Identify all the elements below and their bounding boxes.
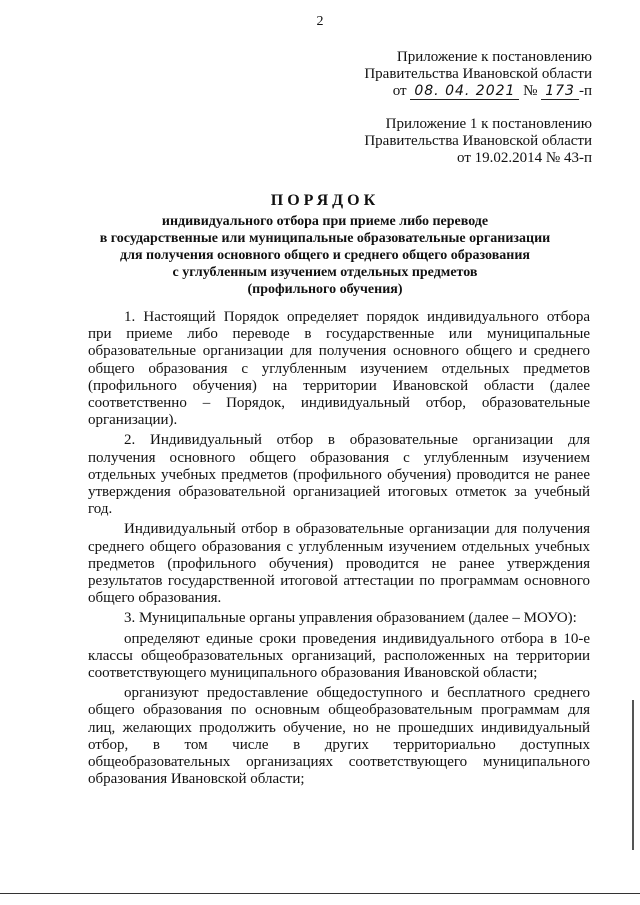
date-prefix: от	[392, 83, 407, 99]
appendix-original-header	[364, 116, 592, 167]
paragraph-1: 1. Настоящий Порядок определяет порядок индивидуального отбора при приеме либо переводе в государственные или муниципальные образовательные организации для получения основного общего и среднего общего образования с углубленным изучением отдельных предметов (профильного обучения) на территории Ивановской области (далее соответственно – Порядок, индивидуальный отбор, образовательные организации).	[88, 309, 590, 429]
number-prefix: №	[523, 83, 538, 99]
paragraph-3-item-1: определяют единые сроки проведения индивидуального отбора в 10-е классы общеобразовательных организаций, расположенных на территории соответствующего муниципального образования Ивановской области;	[88, 630, 590, 682]
paragraph-2: 2. Индивидуальный отбор в образовательные организации для получения основного общего образования с углубленным изучением отдельных учебных предметов (профильного обучения) проводится не ранее утверждения образовательной организацией итоговых отметок за учебный год.	[88, 432, 590, 518]
appendix-original-line2: Правительства Ивановской области	[364, 133, 592, 149]
appendix-current-date-line	[364, 83, 592, 100]
scan-edge-mark	[632, 700, 634, 850]
paragraph-3: 3. Муниципальные органы управления образованием (далее – МОУО):	[124, 610, 577, 627]
title-line: в государственные или муниципальные образовательные организации	[99, 231, 551, 246]
appendix-current-line1: Приложение к постановлению	[396, 49, 592, 65]
page-number: 2	[316, 14, 324, 29]
number-suffix: -п	[578, 83, 592, 99]
appendix-original-line1: Приложение 1 к постановлению	[385, 116, 592, 132]
appendix-current-line2: Правительства Ивановской области	[364, 66, 592, 82]
title-main: ПОРЯДОК	[270, 192, 380, 209]
document-body	[88, 309, 590, 791]
page-bottom-rule	[0, 893, 640, 894]
appendix-current-header	[364, 49, 592, 100]
title-line: с углубленным изучением отдельных предметов	[172, 265, 478, 280]
handwritten-date: 08. 04. 2021	[410, 83, 519, 100]
handwritten-number: 173	[541, 83, 579, 100]
appendix-original-line3: от 19.02.2014 № 43-п	[457, 150, 592, 166]
paragraph-2-continued: Индивидуальный отбор в образовательные организации для получения среднего общего образования с углубленным изучением отдельных учебных предметов (профильного обучения) проводится не ранее утверждения результатов государственной итоговой аттестации по программам основного общего образования.	[88, 521, 590, 607]
title-line: индивидуального отбора при приеме либо переводе	[161, 214, 489, 229]
title-line: (профильного обучения)	[247, 282, 403, 297]
title-line: для получения основного общего и среднего общего образования	[120, 248, 530, 263]
paragraph-3-item-2: организуют предоставление общедоступного и бесплатного среднего общего образования по основным общеобразовательным программам для лиц, желающих продолжить обучение, но не прошедших индивидуальный отбор, в том числе в других территориально доступных общеобразовательных организациях соответствующего муниципального образования Ивановской области;	[88, 685, 590, 788]
document-title	[60, 191, 590, 298]
